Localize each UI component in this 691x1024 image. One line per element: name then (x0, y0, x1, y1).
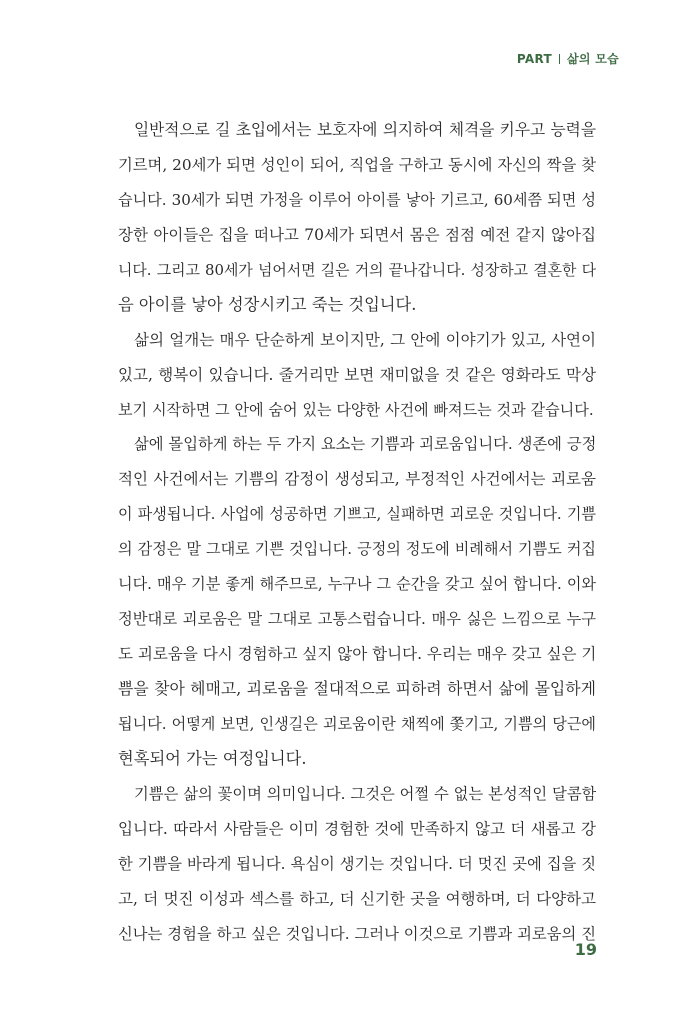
text-line: 적인 사건에서는 기쁨의 감정이 생성되고, 부정적인 사건에서는 괴로움 (118, 470, 596, 489)
text-line: 신나는 경험을 하고 싶은 것입니다. 그러나 이것으로 기쁨과 괴로움의 진 (118, 924, 596, 943)
text-line: 고, 더 멋진 이성과 섹스를 하고, 더 신기한 곳을 여행하며, 더 다양하고 (118, 889, 596, 908)
text-line: 음 아이를 낳아 성장시키고 죽는 것입니다. (118, 294, 417, 314)
page-number: 19 (574, 940, 597, 959)
text-line: 도 괴로움을 다시 경험하고 싶지 않아 합니다. 우리는 매우 갖고 싶은 기 (118, 645, 596, 664)
chapter-title: 삶의 모습 (566, 52, 619, 66)
text-line: 이 파생됩니다. 사업에 성공하면 기쁘고, 실패하면 괴로운 것입니다. 기쁨 (118, 505, 596, 524)
part-label: PART (516, 52, 552, 66)
text-line: 장한 아이들은 집을 떠나고 70세가 되면서 몸은 점점 예전 같지 않아집 (118, 225, 596, 244)
text-line: 니다. 매우 기분 좋게 해주므로, 누구나 그 순간을 갖고 싶어 합니다. 이와 (118, 575, 596, 594)
body-text (118, 113, 596, 952)
text-line: 삶에 몰입하게 하는 두 가지 요소는 기쁨과 괴로움입니다. 생존에 긍정 (134, 435, 596, 454)
text-line: 쁨을 찾아 헤매고, 괴로움을 절대적으로 피하려 하면서 삶에 몰입하게 (118, 679, 596, 698)
header-separator (559, 54, 560, 64)
text-line: 현혹되어 가는 여정입니다. (118, 748, 307, 768)
text-line: 있고, 행복이 있습니다. 줄거리만 보면 재미없을 것 같은 영화라도 막상 (118, 365, 596, 384)
text-line: 한 기쁨을 바라게 됩니다. 욕심이 생기는 것입니다. 더 멋진 곳에 집을 짓 (118, 854, 596, 873)
text-line: 습니다. 30세가 되면 가정을 이루어 아이를 낳아 기르고, 60세쯤 되면 성 (118, 190, 596, 209)
text-line: 기쁨은 삶의 꽃이며 의미입니다. 그것은 어쩔 수 없는 본성적인 달콤함 (134, 784, 596, 803)
text-line: 니다. 그리고 80세가 넘어서면 길은 거의 끝나갑니다. 성장하고 결혼한 다 (118, 260, 596, 279)
text-line: 삶의 얼개는 매우 단순하게 보이지만, 그 안에 이야기가 있고, 사연이 (134, 330, 596, 349)
text-line: 일반적으로 길 초입에서는 보호자에 의지하여 체격을 키우고 능력을 (134, 120, 596, 139)
text-line: 입니다. 따라서 사람들은 이미 경험한 것에 만족하지 않고 더 새롭고 강 (118, 819, 596, 838)
text-line: 기르며, 20세가 되면 성인이 되어, 직업을 구하고 동시에 자신의 짝을 찾 (118, 155, 596, 174)
text-line: 정반대로 괴로움은 말 그대로 고통스럽습니다. 매우 싫은 느낌으로 누구 (118, 610, 596, 629)
running-header (517, 50, 619, 67)
text-line: 의 감정은 말 그대로 기쁜 것입니다. 긍정의 정도에 비례해서 기쁨도 커집 (118, 540, 596, 559)
text-line: 됩니다. 어떻게 보면, 인생길은 괴로움이란 채찍에 쫓기고, 기쁨의 당근에 (118, 714, 596, 733)
text-line: 보기 시작하면 그 안에 숨어 있는 다양한 사건에 빠져드는 것과 같습니다. (118, 400, 594, 419)
